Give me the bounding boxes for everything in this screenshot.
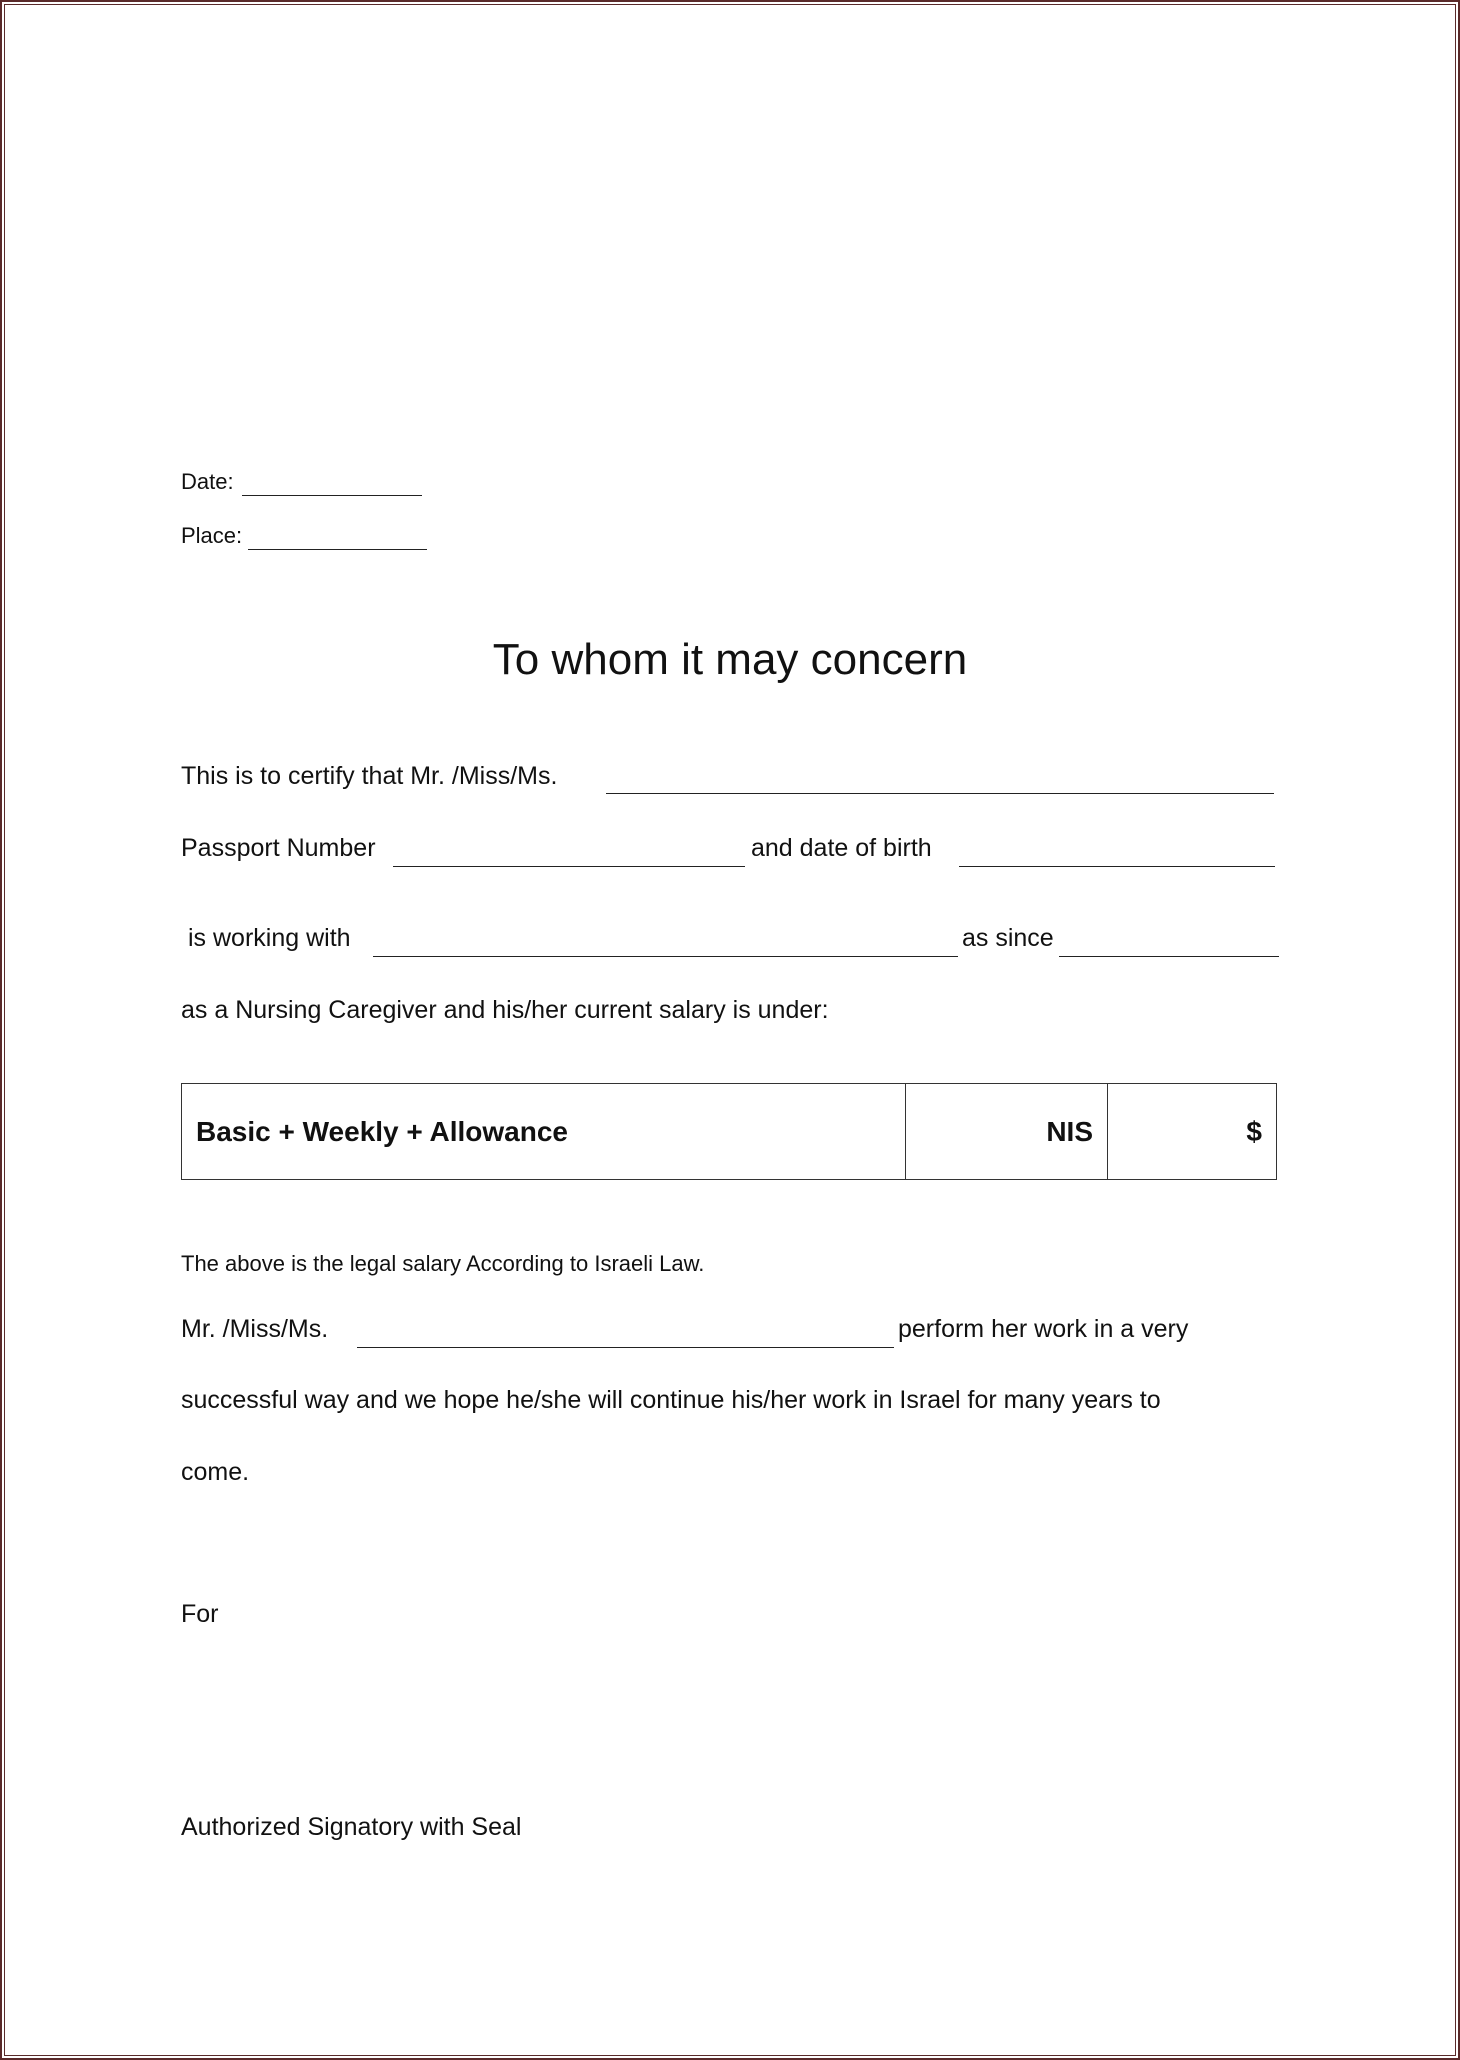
dob-label: and date of birth: [751, 834, 932, 862]
date-of-birth-field[interactable]: [959, 866, 1275, 867]
caregiver-text: as a Nursing Caregiver and his/her current salary is under:: [181, 996, 829, 1024]
legal-note: The above is the legal salary According to Israeli Law.: [181, 1251, 705, 1276]
passport-label: Passport Number: [181, 834, 376, 862]
performance-name-field[interactable]: [357, 1347, 894, 1348]
performance-line-3: come.: [181, 1458, 250, 1486]
date-label: Date:: [181, 469, 234, 494]
performance-suffix: perform her work in a very: [898, 1315, 1189, 1343]
employer-field[interactable]: [373, 956, 958, 957]
working-with-label: is working with: [188, 924, 351, 952]
performance-prefix: Mr. /Miss/Ms.: [181, 1315, 329, 1343]
performance-line-2: successful way and we hope he/she will continue his/her work in Israel for many years to: [181, 1386, 1161, 1414]
date-field[interactable]: [242, 495, 422, 496]
salary-usd-cell[interactable]: $: [1246, 1115, 1262, 1147]
as-since-label: as since: [962, 924, 1054, 952]
certify-text: This is to certify that Mr. /Miss/Ms.: [181, 762, 558, 790]
since-date-field[interactable]: [1059, 956, 1279, 957]
passport-number-field[interactable]: [393, 866, 745, 867]
signatory-label: Authorized Signatory with Seal: [181, 1813, 522, 1841]
page-title: To whom it may concern: [492, 635, 968, 684]
salary-table: [181, 1083, 1277, 1180]
for-label: For: [181, 1600, 219, 1628]
salary-label-cell: Basic + Weekly + Allowance: [182, 1084, 906, 1179]
place-field[interactable]: [248, 549, 427, 550]
salary-nis-cell[interactable]: NIS: [906, 1084, 1108, 1179]
place-label: Place:: [181, 523, 243, 548]
employee-name-field[interactable]: [606, 793, 1274, 794]
